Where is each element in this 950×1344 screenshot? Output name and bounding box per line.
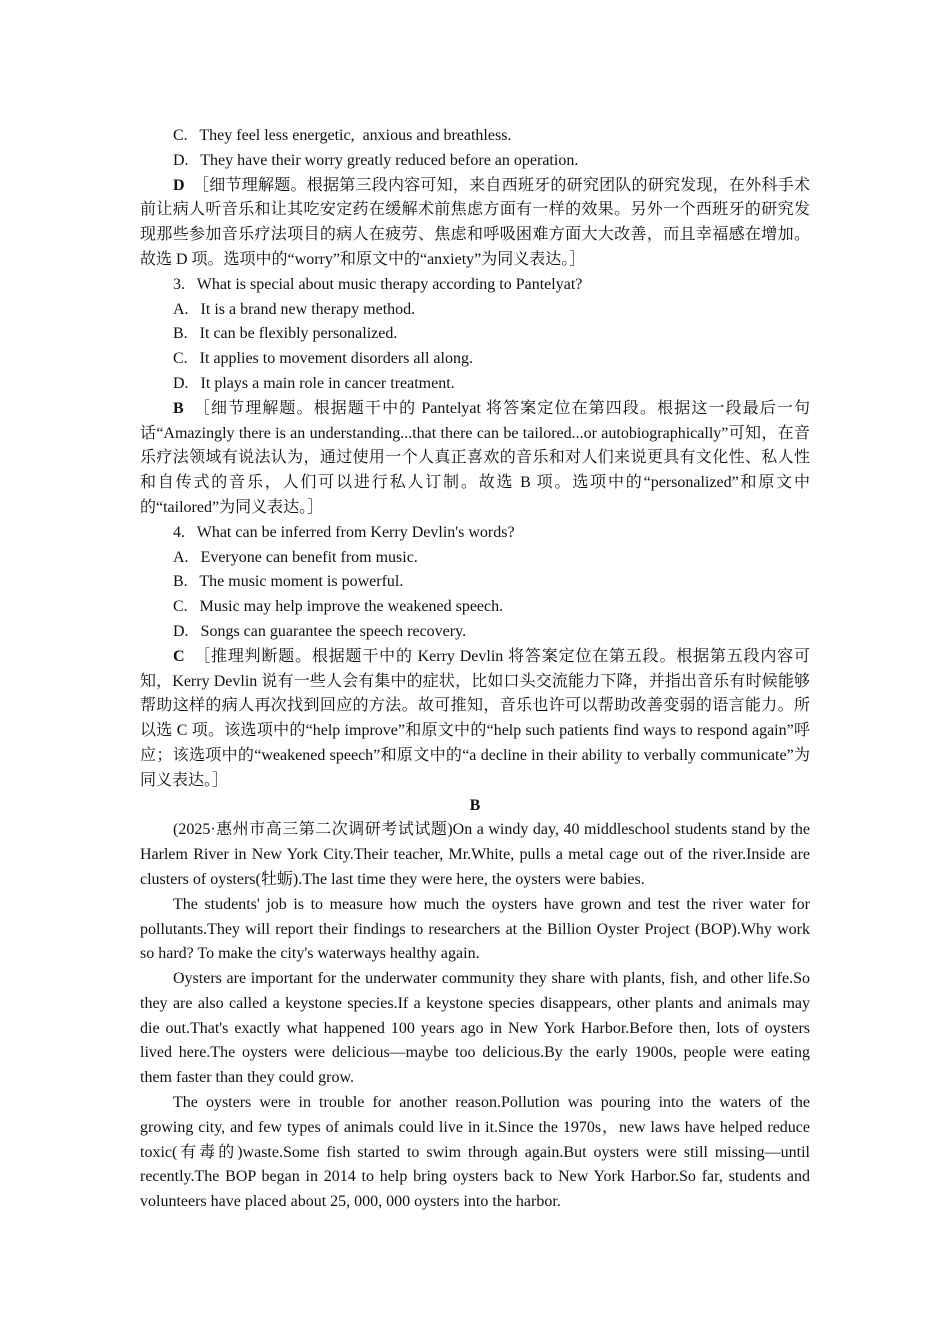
q2-answer bbox=[140, 174, 810, 273]
passage-b-paragraph-3: Oysters are important for the underwater community they share with plants, fish, and other life.So they are also called a keystone species.If a keystone species disappears, other plants and animals may die out.That's exactly what happened 100 years ago in New York Harbor.Before then, lots of oysters lived here.The oysters were delicious—maybe too delicious.By the early 1900s, people were eating them faster than they could grow. bbox=[140, 970, 810, 1087]
passage-b-paragraph-4: The oysters were in trouble for another reason.Pollution was pouring into the waters of the growing city, and few types of animals could live in it.Since the 1970s，new laws have helped reduce toxic(有毒的)waste.Some fish started to swim through again.But oysters were still missing—until recently.The BOP began in 2014 to help bring oysters back to New York Harbor.So far, students and volunteers have placed about 25, 000, 000 oysters into the harbor. bbox=[140, 1094, 810, 1211]
q4-answer-letter: C bbox=[173, 647, 185, 665]
q3-option-a: A. It is a brand new therapy method. bbox=[173, 300, 416, 318]
q4-option-d: D. Songs can guarantee the speech recovery. bbox=[173, 622, 467, 640]
passage-b-paragraph-2: The students' job is to measure how much the oysters have grown and test the river water for pollutants.They will report their findings to researchers at the Billion Oyster Project (BOP).Why work so hard? To make the city's waterways healthy again. bbox=[140, 895, 810, 963]
q3-stem: 3. What is special about music therapy according to Pantelyat? bbox=[173, 275, 583, 293]
q3-explanation: ［细节理解题。根据题干中的 Pantelyat 将答案定位在第四段。根据这一段最后一句话“Amazingly there is an understanding...that there can be tailored...or autobiographically”可知，在音乐疗法领域有说法认为，通过使用一个人真正喜欢的音乐和对人们来说更具有文化性、私人性和自传式的音乐，人们可以进行私人订制。故选 B 项。选项中的“personalized”和原文中的“tailored”为同义表达。］ bbox=[140, 399, 810, 516]
q4-option-c: C. Music may help improve the weakened speech. bbox=[173, 598, 504, 616]
q3-option-c: C. It applies to movement disorders all along. bbox=[173, 350, 473, 368]
q4-answer bbox=[140, 645, 810, 794]
q2-explanation: ［细节理解题。根据第三段内容可知，来自西班牙的研究团队的研究发现，在外科手术前让病人听音乐和让其吃安定药在缓解术前焦虑方面有一样的效果。另外一个西班牙的研究发现那些参加音乐疗法项目的病人在疲劳、焦虑和呼吸困难方面大大改善，而且幸福感在增加。故选 D 项。选项中的“worry”和原文中的“anxiety”为同义表达。］ bbox=[140, 176, 810, 268]
q4-stem: 4. What can be inferred from Kerry Devlin's words? bbox=[173, 523, 515, 541]
q2-option-c: C. They feel less energetic, anxious and breathless. bbox=[173, 127, 512, 144]
passage-b-paragraph-1: (2025·惠州市高三第二次调研考试试题)On a windy day, 40 middleschool students stand by the Harlem River in New York City.Their teacher, Mr.White, pulls a metal cage out of the river.Inside are clusters of oysters(牡蛎).The last time they were here, the oysters were babies. bbox=[140, 821, 810, 888]
document-page bbox=[140, 124, 810, 1215]
q2-answer-letter: D bbox=[173, 176, 185, 194]
q2-option-d: D. They have their worry greatly reduced before an operation. bbox=[173, 151, 579, 169]
q3-option-b: B. It can be flexibly personalized. bbox=[173, 325, 398, 343]
q4-option-a: A. Everyone can benefit from music. bbox=[173, 548, 418, 566]
q3-option-d: D. It plays a main role in cancer treatment. bbox=[173, 374, 455, 392]
q3-answer bbox=[140, 397, 810, 521]
section-heading-b: B bbox=[469, 796, 481, 814]
q4-explanation: ［推理判断题。根据题干中的 Kerry Devlin 将答案定位在第五段。根据第五段内容可知，Kerry Devlin 说有一些人会有集中的症状，比如口头交流能力下降，并指出音乐有时候能够帮助这样的病人再次找到回应的方法。故可推知，音乐也许可以帮助改善变弱的语言能力。所以选 C 项。该选项中的“help improve”和原文中的“help such patients find ways to respond again”呼应；该选项中的“weakened speech”和原文中的“a decline in their ability to verbally communicate”为同义表达。］ bbox=[140, 647, 810, 789]
q4-option-b: B. The music moment is powerful. bbox=[173, 573, 404, 591]
q3-answer-letter: B bbox=[173, 399, 184, 417]
